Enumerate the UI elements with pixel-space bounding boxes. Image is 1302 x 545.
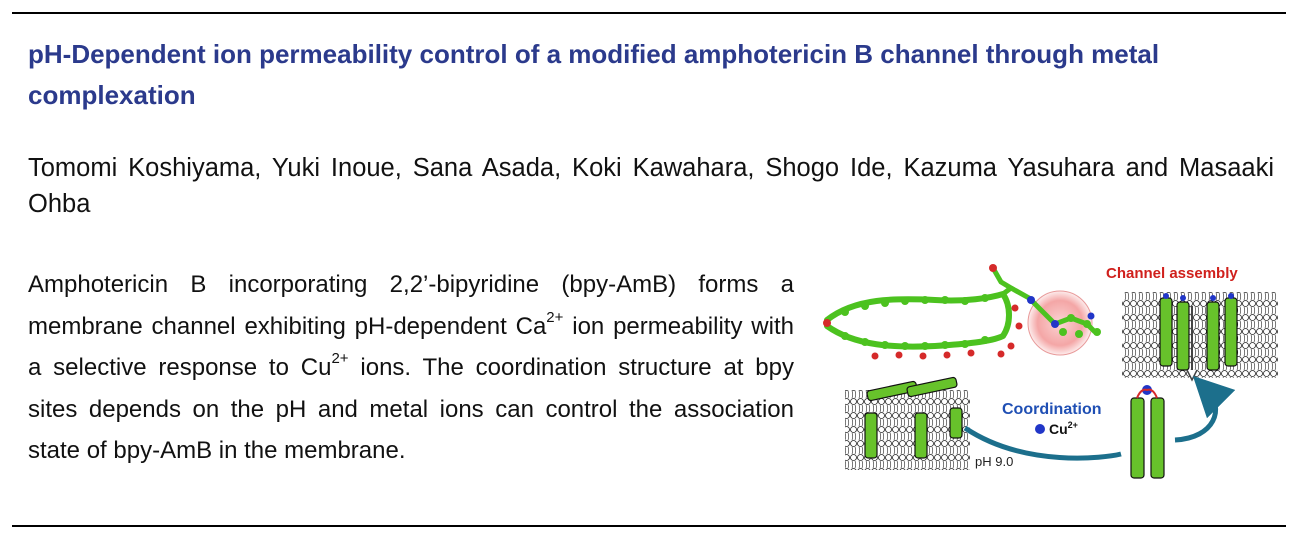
copper-ion-icon: [1035, 424, 1045, 434]
curved-arrow-head-icon: [1175, 390, 1216, 440]
abstract-text-3: ions. The coordination structure at bpy sites depends on the pH and metal ions can control the association state of bpy-AmB in the membrane.: [28, 354, 794, 464]
paper-authors: Tomomi Koshiyama, Yuki Inoue, Sana Asada, Koki Kawahara, Shogo Ide, Kazuma Yasuhara and Masaaki Ohba: [28, 154, 1274, 218]
abstract-text-2: ion permeability with a selective response to Cu: [28, 312, 794, 381]
graphical-abstract: [815, 258, 1285, 488]
paper-abstract: [28, 264, 794, 472]
membrane-monomers: [845, 377, 970, 470]
bpy-amb-molecule: [823, 264, 1101, 360]
abstract-text-1: Amphotericin B incorporating 2,2’-bipyridine (bpy-AmB) forms a membrane channel exhibiting pH-dependent Ca: [28, 271, 794, 340]
coordination-label: Coordination: [1002, 401, 1102, 418]
cu-superscript: 2+: [1067, 420, 1078, 430]
paper-title: pH-Dependent ion permeability control of a modified amphotericin B channel through metal complexation: [28, 39, 1160, 110]
bottom-rule: [12, 525, 1286, 527]
top-rule: [12, 12, 1286, 14]
ph-label: pH 9.0: [975, 454, 1014, 469]
coordinated-dimer: [1131, 385, 1164, 478]
cu-label: Cu: [1049, 421, 1068, 437]
abstract-superscript-ca: 2+: [546, 308, 564, 326]
channel-assembly-label: Channel assembly: [1106, 265, 1238, 282]
abstract-superscript-cu: 2+: [331, 350, 349, 367]
membrane-channel-assembled: [1122, 292, 1278, 380]
graphical-abstract-svg: [815, 258, 1285, 488]
cu-ion-label: [1049, 420, 1078, 437]
